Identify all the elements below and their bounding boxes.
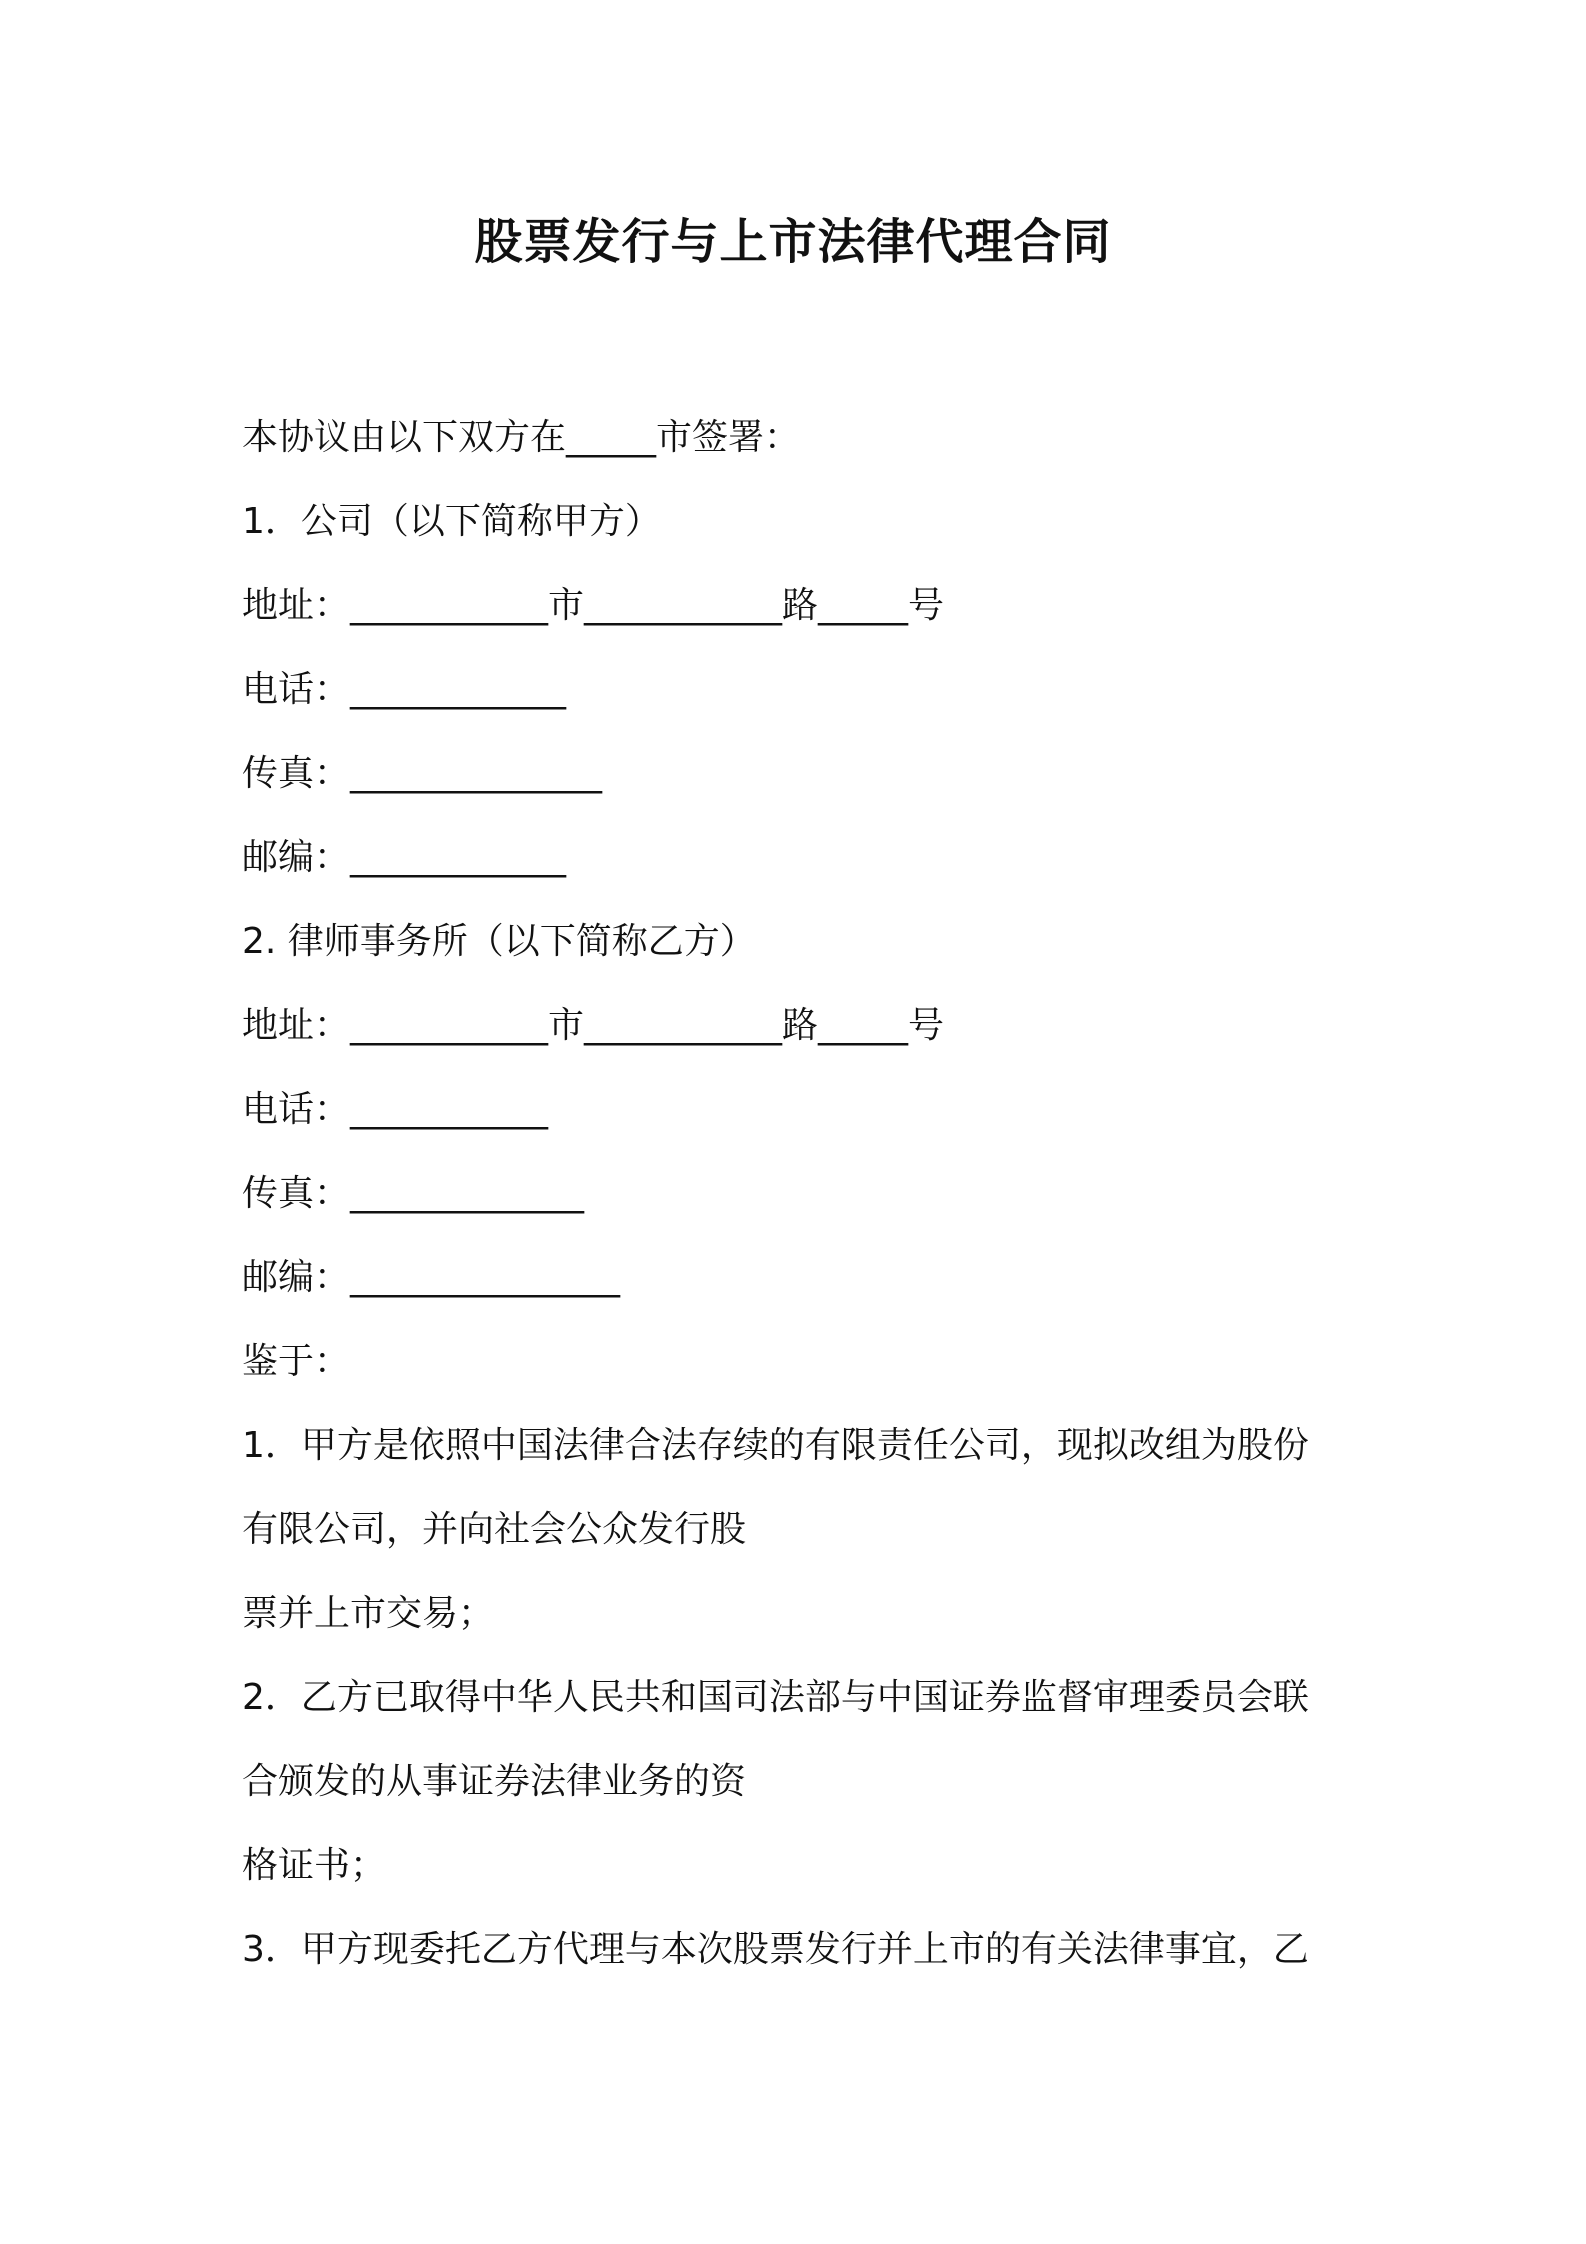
text-line-party-a-address: 地址：___________市___________路_____号 [242, 585, 945, 626]
text-line-signing-place: 本协议由以下双方在_____市签署： [242, 417, 801, 458]
text-line-party-b-address: 地址：___________市___________路_____号 [242, 1005, 945, 1046]
text-line-recital-2c: 格证书； [242, 1845, 387, 1886]
text-line-recital-3a: 3．甲方现委托乙方代理与本次股票发行并上市的有关法律事宜，乙 [242, 1929, 1309, 1970]
text-line-party-a-heading: 1．公司（以下简称甲方） [242, 501, 661, 542]
text-line-party-b-heading: 2. 律师事务所（以下简称乙方） [242, 921, 756, 962]
text-line-whereas: 鉴于： [242, 1341, 351, 1382]
document-body [242, 408, 1362, 2004]
text-line-recital-1b: 有限公司，并向社会公众发行股 [242, 1509, 747, 1550]
text-line-party-a-phone: 电话：____________ [242, 669, 567, 710]
text-line-party-b-postcode: 邮编：_______________ [242, 1257, 621, 1298]
text-line-recital-2a: 2．乙方已取得中华人民共和国司法部与中国证券监督审理委员会联 [242, 1677, 1309, 1718]
text-line-party-b-phone: 电话：___________ [242, 1089, 549, 1130]
document-title: 股票发行与上市法律代理合同 [474, 214, 1112, 270]
text-line-recital-1a: 1．甲方是依照中国法律合法存续的有限责任公司，现拟改组为股份 [242, 1425, 1309, 1466]
text-line-recital-2b: 合颁发的从事证券法律业务的资 [242, 1761, 747, 1802]
text-line-party-a-fax: 传真：______________ [242, 753, 603, 794]
text-line-party-a-postcode: 邮编：____________ [242, 837, 567, 878]
text-line-recital-1c: 票并上市交易； [242, 1593, 495, 1634]
text-line-party-b-fax: 传真：_____________ [242, 1173, 585, 1214]
